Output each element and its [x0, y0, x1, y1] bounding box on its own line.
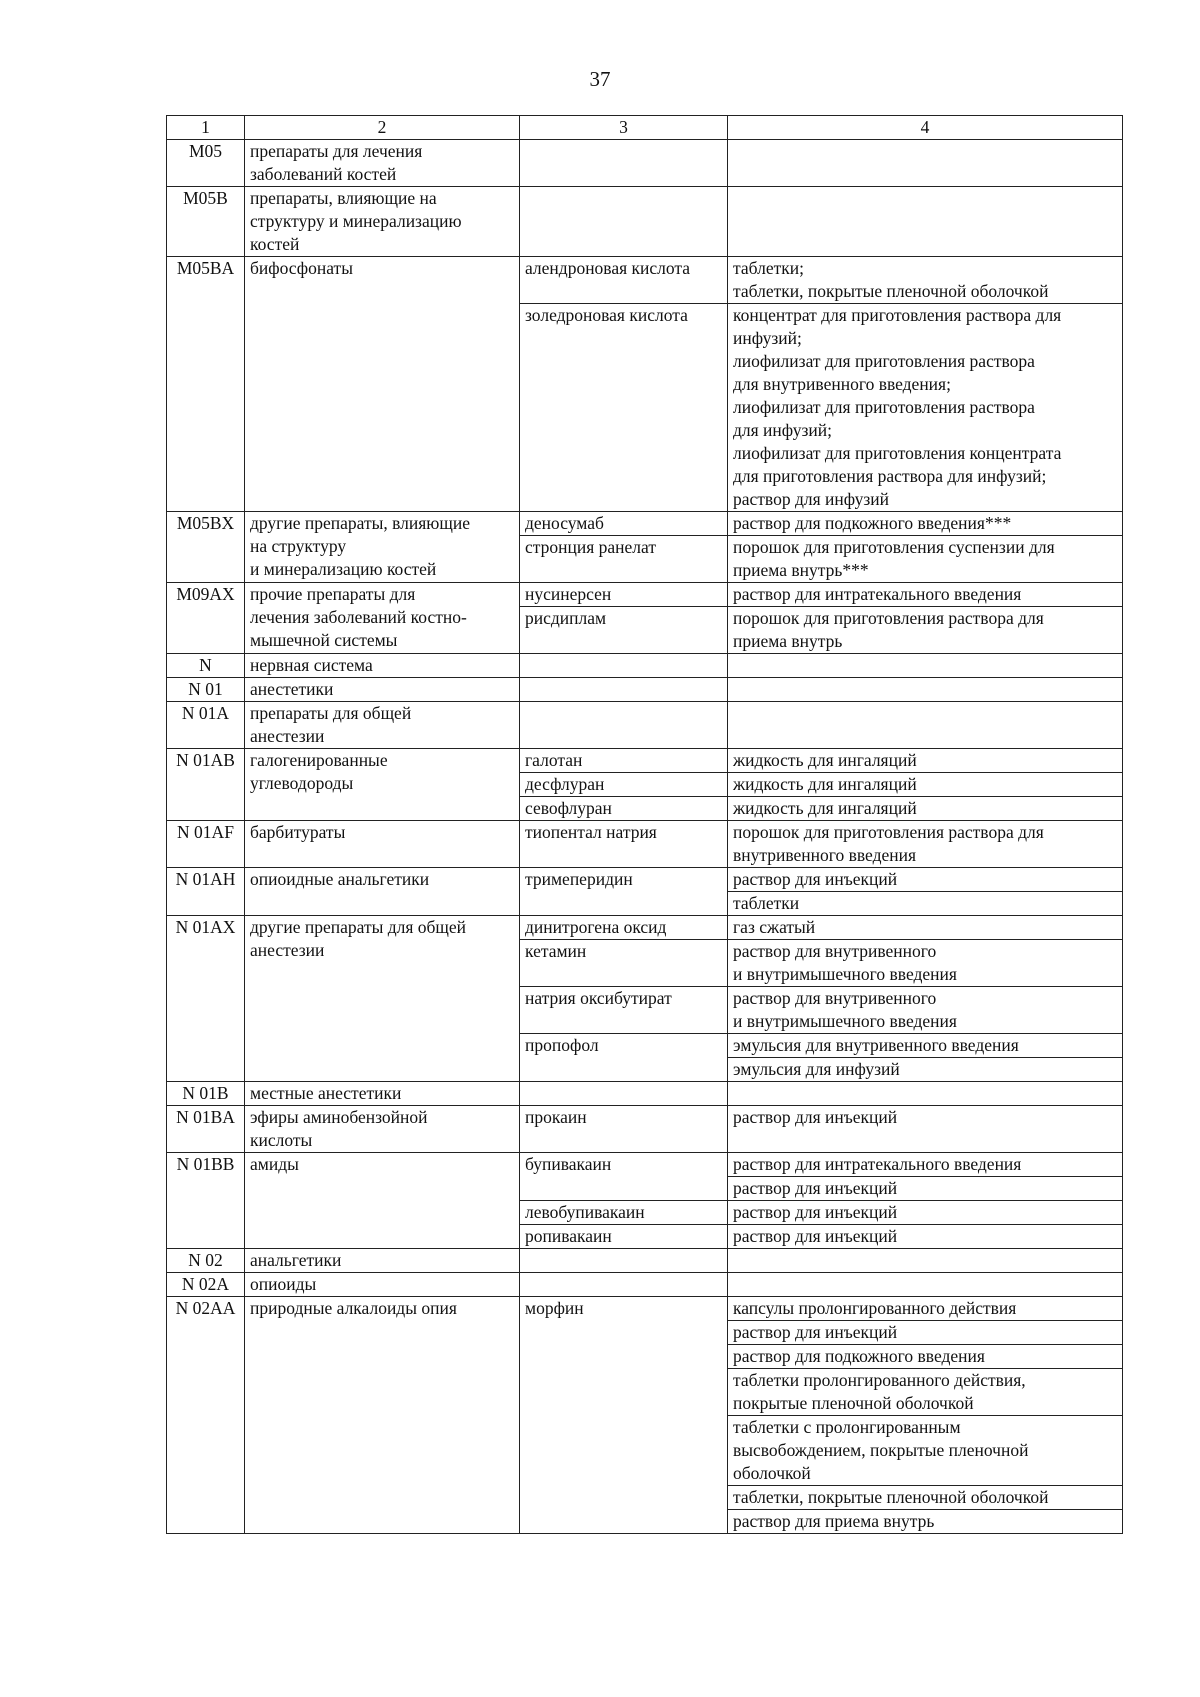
table-row: [167, 1249, 1123, 1273]
atc-code: N 01B: [167, 1082, 245, 1106]
table-row: [167, 1082, 1123, 1106]
dosage-form-line: раствор для инъекций: [733, 1226, 898, 1246]
anatomical-therapeutic-group: [245, 868, 520, 916]
table-row: [167, 512, 1123, 536]
drug-name: тиопентал натрия: [520, 821, 728, 868]
drug-name: бупивакаин: [520, 1153, 728, 1201]
dosage-forms: [728, 678, 1123, 702]
dosage-form: [733, 1034, 1117, 1057]
table-row: [167, 187, 1123, 257]
table-row: [167, 1273, 1123, 1297]
table-row: [167, 1297, 1123, 1534]
column-number-4: 4: [728, 116, 1123, 140]
anatomical-therapeutic-group: [245, 1082, 520, 1106]
anatomical-therapeutic-group: [245, 1106, 520, 1153]
dosage-forms: [728, 257, 1123, 304]
dosage-form-line: раствор для внутривенного: [733, 988, 937, 1008]
dosage-form: [733, 1297, 1117, 1320]
dosage-form-line: порошок для приготовления раствора для: [733, 822, 1044, 842]
dosage-form: [733, 749, 1117, 772]
drug-name: [520, 1273, 728, 1297]
dosage-forms: [728, 304, 1123, 512]
dosage-form: [733, 773, 1117, 796]
dosage-form: [733, 868, 1117, 891]
dosage-forms: [728, 821, 1123, 868]
dosage-form-line: эмульсия для внутривенного введения: [733, 1035, 1019, 1055]
drug-name: [520, 1082, 728, 1106]
table-body: [167, 140, 1123, 1534]
dosage-form: [728, 1415, 1122, 1485]
dosage-form: [733, 1106, 1117, 1129]
atc-code: M09AX: [167, 583, 245, 654]
group-text-line: препараты, влияющие на: [250, 188, 437, 208]
group-text-line: костей: [250, 234, 300, 254]
group-text-line: нервная система: [250, 655, 373, 675]
anatomical-therapeutic-group: [245, 257, 520, 512]
dosage-form-line: раствор для инъекций: [733, 1322, 898, 1342]
dosage-form-line: приема внутрь***: [733, 560, 869, 580]
page-number: 37: [589, 67, 611, 91]
anatomical-therapeutic-group: [245, 916, 520, 1082]
drug-name: галотан: [520, 749, 728, 773]
drug-name: [520, 654, 728, 678]
dosage-form-line: концентрат для приготовления раствора для: [733, 305, 1062, 325]
dosage-forms: [728, 987, 1123, 1034]
dosage-form-line: внутривенного введения: [733, 845, 917, 865]
dosage-forms: [728, 1201, 1123, 1225]
atc-code: N 01AB: [167, 749, 245, 821]
group-text-line: местные анестетики: [250, 1083, 402, 1103]
dosage-forms: [728, 1249, 1123, 1273]
drug-name: тримеперидин: [520, 868, 728, 916]
atc-code: N 01BA: [167, 1106, 245, 1153]
dosage-forms: [728, 868, 1123, 916]
atc-code: N 02A: [167, 1273, 245, 1297]
group-text-line: мышечной системы: [250, 630, 398, 650]
dosage-form-line: и внутримышечного введения: [733, 964, 957, 984]
drug-name: золедроновая кислота: [520, 304, 728, 512]
dosage-form: [728, 1485, 1122, 1509]
atc-code: N 02AA: [167, 1297, 245, 1534]
dosage-form-line: таблетки;: [733, 258, 804, 278]
dosage-forms: [728, 536, 1123, 583]
dosage-forms: [728, 1082, 1123, 1106]
dosage-form-line: покрытые пленочной оболочкой: [733, 1393, 974, 1413]
dosage-form-line: инфузий;: [733, 328, 802, 348]
group-text-line: углеводороды: [250, 773, 354, 793]
dosage-form-line: раствор для внутривенного: [733, 941, 937, 961]
atc-code: N 01: [167, 678, 245, 702]
dosage-form-line: таблетки пролонгированного действия,: [733, 1370, 1026, 1390]
dosage-form-line: таблетки с пролонгированным: [733, 1417, 961, 1437]
dosage-form: [733, 304, 1117, 511]
group-text-line: другие препараты для общей: [250, 917, 467, 937]
dosage-forms: [728, 916, 1123, 940]
dosage-form: [733, 1153, 1117, 1176]
drug-name: [520, 1249, 728, 1273]
dosage-form: [728, 1368, 1122, 1415]
column-number-3: 3: [520, 116, 728, 140]
group-text-line: заболеваний костей: [250, 164, 397, 184]
dosage-forms: [728, 1225, 1123, 1249]
drug-name: [520, 678, 728, 702]
dosage-form-line: таблетки, покрытые пленочной оболочкой: [733, 1487, 1049, 1507]
table-row: [167, 1153, 1123, 1201]
group-text-line: опиоидные анальгетики: [250, 869, 430, 889]
dosage-form-line: раствор для приема внутрь: [733, 1511, 935, 1531]
dosage-form-line: раствор для инъекций: [733, 869, 898, 889]
dosage-form-line: раствор для инъекций: [733, 1178, 898, 1198]
drug-name: рисдиплам: [520, 607, 728, 654]
dosage-forms: [728, 1106, 1123, 1153]
column-number-row: [167, 116, 1123, 140]
table-row: [167, 140, 1123, 187]
dosage-form-line: порошок для приготовления суспензии для: [733, 537, 1055, 557]
atc-code: M05: [167, 140, 245, 187]
column-number-1: 1: [167, 116, 245, 140]
dosage-form-line: порошок для приготовления раствора для: [733, 608, 1044, 628]
dosage-forms: [728, 1273, 1123, 1297]
dosage-form-line: для внутривенного введения;: [733, 374, 951, 394]
dosage-forms: [728, 1153, 1123, 1201]
dosage-form: [733, 583, 1117, 606]
drug-name: нусинерсен: [520, 583, 728, 607]
dosage-form: [733, 257, 1117, 303]
anatomical-therapeutic-group: [245, 678, 520, 702]
dosage-forms: [728, 797, 1123, 821]
drug-name: [520, 702, 728, 749]
dosage-form-line: раствор для инъекций: [733, 1107, 898, 1127]
dosage-form-line: раствор для инфузий: [733, 489, 890, 509]
drug-name: левобупивакаин: [520, 1201, 728, 1225]
anatomical-therapeutic-group: [245, 1273, 520, 1297]
drug-name: десфлуран: [520, 773, 728, 797]
atc-code: N 01BB: [167, 1153, 245, 1249]
dosage-form: [733, 536, 1117, 582]
drug-name: динитрогена оксид: [520, 916, 728, 940]
drug-name: [520, 187, 728, 257]
dosage-forms: [728, 940, 1123, 987]
group-text-line: опиоиды: [250, 1274, 317, 1294]
table-row: [167, 916, 1123, 940]
anatomical-therapeutic-group: [245, 1153, 520, 1249]
dosage-forms: [728, 1034, 1123, 1082]
group-text-line: барбитураты: [250, 822, 346, 842]
group-text-line: кислоты: [250, 1130, 313, 1150]
table-row: [167, 654, 1123, 678]
drug-name: [520, 140, 728, 187]
drug-name: пропофол: [520, 1034, 728, 1082]
dosage-form-line: высвобождением, покрытые пленочной: [733, 1440, 1029, 1460]
dosage-forms: [728, 749, 1123, 773]
dosage-form-line: лиофилизат для приготовления раствора: [733, 397, 1035, 417]
anatomical-therapeutic-group: [245, 1297, 520, 1534]
dosage-forms: [728, 187, 1123, 257]
group-text-line: анестезии: [250, 940, 325, 960]
table-row: [167, 749, 1123, 773]
dosage-form: [728, 891, 1122, 915]
anatomical-therapeutic-group: [245, 1249, 520, 1273]
drug-name: стронция ранелат: [520, 536, 728, 583]
dosage-form: [733, 512, 1117, 535]
dosage-form: [733, 821, 1117, 867]
dosage-form-line: оболочкой: [733, 1463, 811, 1483]
atc-code: M05B: [167, 187, 245, 257]
group-text-line: на структуру: [250, 536, 347, 556]
column-number-2: 2: [245, 116, 520, 140]
anatomical-therapeutic-group: [245, 583, 520, 654]
dosage-form: [728, 1509, 1122, 1533]
anatomical-therapeutic-group: [245, 702, 520, 749]
anatomical-therapeutic-group: [245, 654, 520, 678]
dosage-form-line: лиофилизат для приготовления раствора: [733, 351, 1035, 371]
group-text-line: препараты для лечения: [250, 141, 423, 161]
table-row: [167, 1106, 1123, 1153]
dosage-form-line: раствор для подкожного введения***: [733, 513, 1012, 533]
group-text-line: амиды: [250, 1154, 299, 1174]
group-text-line: структуру и минерализацию: [250, 211, 462, 231]
dosage-form: [733, 940, 1117, 986]
dosage-form: [733, 607, 1117, 653]
atc-code: N 02: [167, 1249, 245, 1273]
dosage-form: [728, 1057, 1122, 1081]
drug-name: алендроновая кислота: [520, 257, 728, 304]
group-text-line: анальгетики: [250, 1250, 342, 1270]
drug-list-table: [166, 115, 1123, 1534]
atc-code: N 01AH: [167, 868, 245, 916]
group-text-line: галогенированные: [250, 750, 388, 770]
atc-code: M05BX: [167, 512, 245, 583]
dosage-form: [728, 1344, 1122, 1368]
anatomical-therapeutic-group: [245, 187, 520, 257]
table-row: [167, 678, 1123, 702]
drug-name: деносумаб: [520, 512, 728, 536]
group-text-line: лечения заболеваний костно-: [250, 607, 467, 627]
dosage-form-line: раствор для инъекций: [733, 1202, 898, 1222]
anatomical-therapeutic-group: [245, 821, 520, 868]
group-text-line: прочие препараты для: [250, 584, 416, 604]
dosage-forms: [728, 140, 1123, 187]
drug-name: натрия оксибутират: [520, 987, 728, 1034]
dosage-form-line: лиофилизат для приготовления концентрата: [733, 443, 1062, 463]
drug-name: морфин: [520, 1297, 728, 1534]
group-text-line: природные алкалоиды опия: [250, 1298, 457, 1318]
dosage-forms: [728, 607, 1123, 654]
dosage-form-line: жидкость для ингаляций: [733, 750, 917, 770]
dosage-form-line: приема внутрь: [733, 631, 843, 651]
dosage-forms: [728, 512, 1123, 536]
group-text-line: и минерализацию костей: [250, 559, 437, 579]
group-text-line: анестетики: [250, 679, 334, 699]
dosage-form-line: раствор для интратекального введения: [733, 584, 1022, 604]
dosage-form: [733, 1225, 1117, 1248]
group-text-line: бифосфонаты: [250, 258, 353, 278]
dosage-form: [728, 1176, 1122, 1200]
dosage-form: [733, 916, 1117, 939]
dosage-forms: [728, 654, 1123, 678]
dosage-form-line: эмульсия для инфузий: [733, 1059, 900, 1079]
dosage-form-line: газ сжатый: [733, 917, 816, 937]
anatomical-therapeutic-group: [245, 749, 520, 821]
table-row: [167, 868, 1123, 916]
dosage-forms: [728, 583, 1123, 607]
dosage-form-line: капсулы пролонгированного действия: [733, 1298, 1017, 1318]
dosage-forms: [728, 1297, 1123, 1534]
group-text-line: анестезии: [250, 726, 325, 746]
atc-code: N: [167, 654, 245, 678]
atc-code: M05BA: [167, 257, 245, 512]
dosage-form-line: жидкость для ингаляций: [733, 798, 917, 818]
dosage-form-line: и внутримышечного введения: [733, 1011, 957, 1031]
table-row: [167, 702, 1123, 749]
dosage-form-line: таблетки: [733, 893, 800, 913]
dosage-form-line: жидкость для ингаляций: [733, 774, 917, 794]
group-text-line: препараты для общей: [250, 703, 412, 723]
dosage-form: [728, 1320, 1122, 1344]
table-row: [167, 583, 1123, 607]
drug-name: прокаин: [520, 1106, 728, 1153]
dosage-form: [733, 987, 1117, 1033]
table-row: [167, 821, 1123, 868]
drug-name: кетамин: [520, 940, 728, 987]
group-text-line: другие препараты, влияющие: [250, 513, 470, 533]
atc-code: N 01AF: [167, 821, 245, 868]
drug-name: ропивакаин: [520, 1225, 728, 1249]
dosage-form-line: для инфузий;: [733, 420, 832, 440]
dosage-forms: [728, 702, 1123, 749]
anatomical-therapeutic-group: [245, 512, 520, 583]
dosage-form: [733, 797, 1117, 820]
dosage-form-line: таблетки, покрытые пленочной оболочкой: [733, 281, 1049, 301]
dosage-form-line: для приготовления раствора для инфузий;: [733, 466, 1047, 486]
table-row: [167, 257, 1123, 304]
anatomical-therapeutic-group: [245, 140, 520, 187]
group-text-line: эфиры аминобензойной: [250, 1107, 428, 1127]
drug-name: севофлуран: [520, 797, 728, 821]
dosage-forms: [728, 773, 1123, 797]
dosage-form-line: раствор для интратекального введения: [733, 1154, 1022, 1174]
dosage-form-line: раствор для подкожного введения: [733, 1346, 985, 1366]
dosage-form: [733, 1201, 1117, 1224]
atc-code: N 01AX: [167, 916, 245, 1082]
atc-code: N 01A: [167, 702, 245, 749]
